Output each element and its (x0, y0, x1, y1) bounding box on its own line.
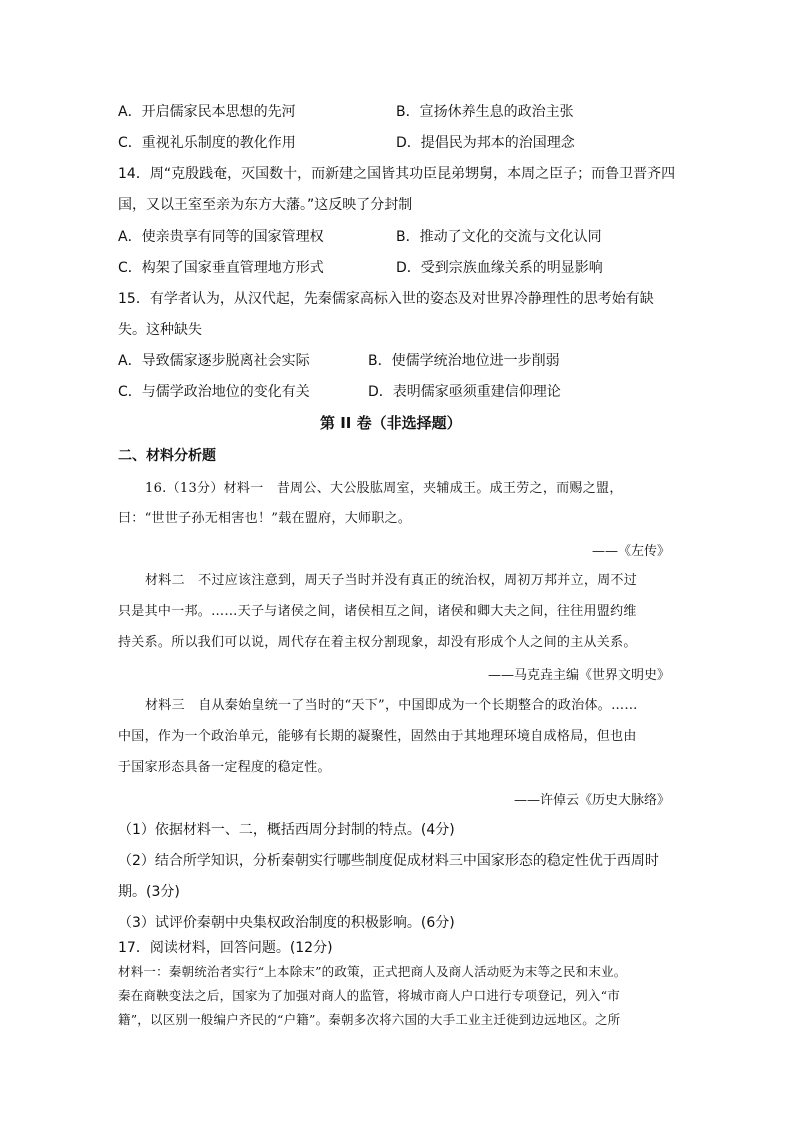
q14-option-b: B．推动了文化的交流与文化认同 (396, 229, 602, 245)
q15-stem-line2: 失。这种缺失 (118, 322, 202, 338)
q16-sub1: （1）依据材料一、二，概括西周分封制的特点。(4分) (118, 822, 455, 838)
q13-option-a: A．开启儒家民本思想的先河 (118, 104, 296, 120)
q16-sub2-line1: （2）结合所学知识，分析秦朝实行哪些制度促成材料三中国家形态的稳定性优于西周时 (118, 853, 659, 869)
q16-material1-line1: 16.（13分）材料一 昔周公、大公股肱周室，夹辅成王。成王劳之，而赐之盟， (145, 481, 623, 496)
q15-option-a: A．导致儒家逐步脱离社会实际 (118, 353, 310, 369)
q17-material1-line1: 材料一：秦朝统治者实行“上本除末”的政策，正式把商人及商人活动贬为末等之民和末业。 (118, 964, 627, 979)
q16-material2-line3: 持关系。所以我们可以说，周代存在着主权分割现象，却没有形成个人之间的主从关系。 (118, 635, 637, 650)
q15-option-d: D．表明儒家亟须重建信仰理论 (368, 384, 561, 400)
q14-option-c: C．构架了国家垂直管理地方形式 (118, 260, 324, 276)
q15-option-c: C．与儒学政治地位的变化有关 (118, 384, 310, 400)
q16-material1-line2: 曰：“世世子孙无相害也！”载在盟府，大师职之。 (118, 511, 412, 526)
part-title: 二、材料分析题 (118, 448, 216, 464)
q17-stem: 17．阅读材料，回答问题。(12分) (118, 940, 333, 956)
q14-option-a: A．使亲贵享有同等的国家管理权 (118, 229, 324, 245)
q16-material2-line1: 材料二 不过应该注意到，周天子当时并没有真正的统治权，周初万邦并立，周不过 (145, 573, 638, 588)
q16-material3-line2: 中国，作为一个政治单元，能够有长期的凝聚性，固然由于其地理环境自成格局，但也由 (118, 729, 637, 744)
volume-title: 第 II 卷（非选择题） (320, 414, 462, 432)
q17-material1-line3: 籍”，以区别一般编户齐民的“户籍”。秦朝多次将六国的大手工业主迁徙到边远地区。之所 (118, 1012, 621, 1027)
q16-sub2-line2: 期。(3分) (118, 884, 180, 900)
q15-stem-line1: 15．有学者认为，从汉代起，先秦儒家高标入世的姿态及对世界冷静理性的思考始有缺 (118, 291, 654, 307)
q15-option-b: B．使儒学统治地位进一步削弱 (368, 353, 560, 369)
q13-option-b: B．宣扬休养生息的政治主张 (396, 104, 574, 120)
q16-sub3: （3）试评价秦朝中央集权政治制度的积极影响。(6分) (118, 915, 455, 931)
q17-material1-line2: 秦在商鞅变法之后，国家为了加强对商人的监管，将城市商人户口进行专项登记，列入“市 (118, 988, 620, 1003)
q14-stem-line2: 国，又以王室至亲为东方大藩。”这反映了分封制 (118, 197, 413, 213)
q14-option-d: D．受到宗族血缘关系的明显影响 (396, 260, 603, 276)
q13-option-d: D．提倡民为邦本的治国理念 (396, 135, 575, 151)
q14-stem-line1: 14．周“克殷践奄，灭国数十，而新建之国皆其功臣昆弟甥舅，本周之臣子；而鲁卫晋齐四 (118, 166, 676, 182)
q16-material2-source: ——马克垚主编《世界文明史》 (487, 668, 670, 683)
q16-material3-line3: 于国家形态具备一定程度的稳定性。 (118, 760, 331, 775)
q13-option-c: C．重视礼乐制度的教化作用 (118, 135, 296, 151)
q16-material3-source: ——许倬云《历史大脉络》 (513, 793, 670, 808)
q16-material1-source: ——《左传》 (591, 544, 670, 559)
q16-material2-line2: 只是其中一邦。……天子与诸侯之间，诸侯相互之间，诸侯和卿大夫之间，往往用盟约维 (118, 604, 637, 619)
q16-material3-line1: 材料三 自从秦始皇统一了当时的“天下”，中国即成为一个长期整合的政治体。…… (145, 698, 638, 713)
